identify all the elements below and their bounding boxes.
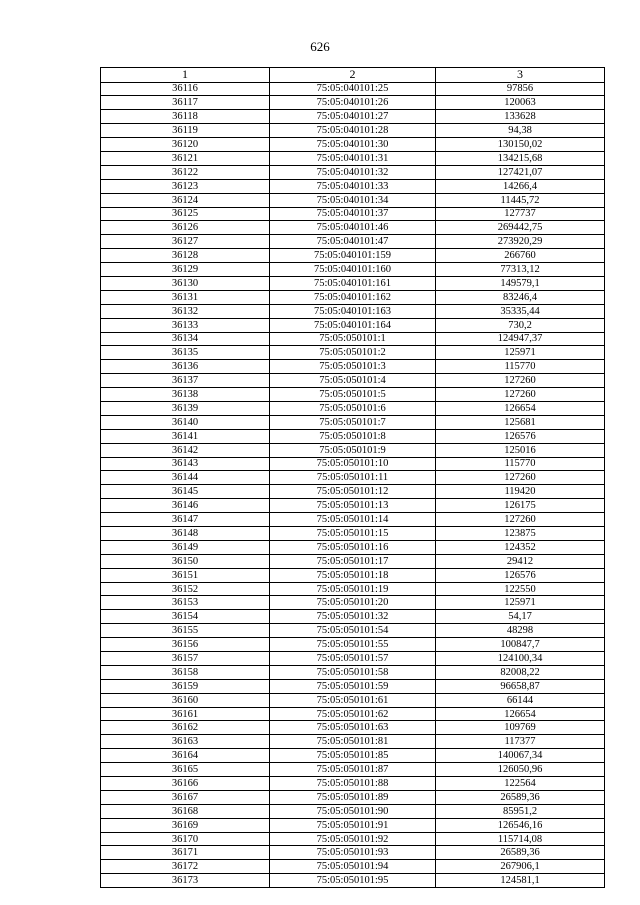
row-number-cell: 36161: [101, 707, 270, 721]
cadastral-number-cell: 75:05:040101:161: [270, 276, 436, 290]
cadastral-number-cell: 75:05:050101:87: [270, 763, 436, 777]
cadastral-number-cell: 75:05:050101:85: [270, 749, 436, 763]
table-row: [101, 374, 605, 388]
cadastral-number-cell: 75:05:050101:13: [270, 499, 436, 513]
table-row: [101, 485, 605, 499]
cadastral-number-cell: 75:05:050101:14: [270, 513, 436, 527]
table-row: [101, 707, 605, 721]
page-number: 626: [310, 39, 330, 54]
cadastral-number-cell: 75:05:040101:28: [270, 124, 436, 138]
row-number-cell: 36167: [101, 790, 270, 804]
table-row: [101, 346, 605, 360]
value-cell: 77313,12: [436, 263, 605, 277]
cadastral-number-cell: 75:05:040101:31: [270, 151, 436, 165]
cadastral-number-cell: 75:05:050101:5: [270, 388, 436, 402]
value-cell: 127260: [436, 388, 605, 402]
value-cell: 122564: [436, 777, 605, 791]
cadastral-number-cell: 75:05:040101:25: [270, 82, 436, 96]
cadastral-number-cell: 75:05:040101:47: [270, 235, 436, 249]
table-row: [101, 596, 605, 610]
value-cell: 125971: [436, 346, 605, 360]
table-row: [101, 151, 605, 165]
row-number-cell: 36117: [101, 96, 270, 110]
table-row: [101, 499, 605, 513]
cadastral-number-cell: 75:05:040101:33: [270, 179, 436, 193]
row-number-cell: 36134: [101, 332, 270, 346]
cadastral-number-cell: 75:05:040101:164: [270, 318, 436, 332]
row-number-cell: 36159: [101, 679, 270, 693]
table-row: [101, 429, 605, 443]
table-row: [101, 165, 605, 179]
value-cell: 126654: [436, 401, 605, 415]
row-number-cell: 36135: [101, 346, 270, 360]
table-row: [101, 235, 605, 249]
value-cell: 35335,44: [436, 304, 605, 318]
value-cell: 127421,07: [436, 165, 605, 179]
row-number-cell: 36156: [101, 638, 270, 652]
table-row: [101, 221, 605, 235]
table-row: [101, 693, 605, 707]
row-number-cell: 36146: [101, 499, 270, 513]
table-row: [101, 304, 605, 318]
table-row: [101, 332, 605, 346]
table-row: [101, 263, 605, 277]
cadastral-number-cell: 75:05:040101:163: [270, 304, 436, 318]
cadastral-number-cell: 75:05:050101:94: [270, 860, 436, 874]
value-cell: 109769: [436, 721, 605, 735]
cadastral-number-cell: 75:05:040101:27: [270, 110, 436, 124]
value-cell: 14266,4: [436, 179, 605, 193]
value-cell: 117377: [436, 735, 605, 749]
row-number-cell: 36125: [101, 207, 270, 221]
cadastral-number-cell: 75:05:050101:32: [270, 610, 436, 624]
cadastral-number-cell: 75:05:050101:17: [270, 554, 436, 568]
row-number-cell: 36138: [101, 388, 270, 402]
value-cell: 127260: [436, 471, 605, 485]
row-number-cell: 36133: [101, 318, 270, 332]
column-header-2: 2: [270, 68, 436, 83]
row-number-cell: 36140: [101, 415, 270, 429]
value-cell: 97856: [436, 82, 605, 96]
cadastral-number-cell: 75:05:050101:57: [270, 652, 436, 666]
cadastral-number-cell: 75:05:050101:95: [270, 874, 436, 888]
value-cell: 124581,1: [436, 874, 605, 888]
row-number-cell: 36126: [101, 221, 270, 235]
value-cell: 134215,68: [436, 151, 605, 165]
value-cell: 127737: [436, 207, 605, 221]
table-row: [101, 652, 605, 666]
cadastral-number-cell: 75:05:050101:93: [270, 846, 436, 860]
row-number-cell: 36142: [101, 443, 270, 457]
row-number-cell: 36143: [101, 457, 270, 471]
value-cell: 48298: [436, 624, 605, 638]
row-number-cell: 36150: [101, 554, 270, 568]
value-cell: 85951,2: [436, 804, 605, 818]
header-row: [101, 68, 605, 83]
row-number-cell: 36164: [101, 749, 270, 763]
table-row: [101, 207, 605, 221]
row-number-cell: 36160: [101, 693, 270, 707]
row-number-cell: 36119: [101, 124, 270, 138]
cadastral-number-cell: 75:05:050101:63: [270, 721, 436, 735]
row-number-cell: 36147: [101, 513, 270, 527]
table-row: [101, 846, 605, 860]
row-number-cell: 36122: [101, 165, 270, 179]
cadastral-number-cell: 75:05:050101:58: [270, 665, 436, 679]
value-cell: 96658,87: [436, 679, 605, 693]
row-number-cell: 36149: [101, 540, 270, 554]
cadastral-number-cell: 75:05:040101:160: [270, 263, 436, 277]
row-number-cell: 36144: [101, 471, 270, 485]
table-row: [101, 276, 605, 290]
value-cell: 115770: [436, 360, 605, 374]
column-header-3: 3: [436, 68, 605, 83]
value-cell: 125016: [436, 443, 605, 457]
table-row: [101, 665, 605, 679]
table-row: [101, 721, 605, 735]
cadastral-number-cell: 75:05:050101:61: [270, 693, 436, 707]
cadastral-number-cell: 75:05:050101:54: [270, 624, 436, 638]
cadastral-number-cell: 75:05:050101:92: [270, 832, 436, 846]
value-cell: 125971: [436, 596, 605, 610]
table-row: [101, 818, 605, 832]
cadastral-number-cell: 75:05:050101:11: [270, 471, 436, 485]
table-row: [101, 624, 605, 638]
row-number-cell: 36169: [101, 818, 270, 832]
value-cell: 130150,02: [436, 138, 605, 152]
row-number-cell: 36171: [101, 846, 270, 860]
cadastral-number-cell: 75:05:050101:8: [270, 429, 436, 443]
cadastral-number-cell: 75:05:040101:32: [270, 165, 436, 179]
cadastral-number-cell: 75:05:050101:88: [270, 777, 436, 791]
cadastral-number-cell: 75:05:050101:20: [270, 596, 436, 610]
table-row: [101, 96, 605, 110]
cadastral-number-cell: 75:05:040101:159: [270, 249, 436, 263]
cadastral-number-cell: 75:05:050101:10: [270, 457, 436, 471]
table-row: [101, 290, 605, 304]
table-row: [101, 860, 605, 874]
table-row: [101, 679, 605, 693]
value-cell: 126654: [436, 707, 605, 721]
value-cell: 115770: [436, 457, 605, 471]
row-number-cell: 36157: [101, 652, 270, 666]
table-body: [101, 82, 605, 888]
table-row: [101, 749, 605, 763]
value-cell: 83246,4: [436, 290, 605, 304]
cadastral-number-cell: 75:05:050101:6: [270, 401, 436, 415]
value-cell: 133628: [436, 110, 605, 124]
value-cell: 123875: [436, 527, 605, 541]
table-row: [101, 124, 605, 138]
cadastral-number-cell: 75:05:050101:81: [270, 735, 436, 749]
value-cell: 119420: [436, 485, 605, 499]
value-cell: 266760: [436, 249, 605, 263]
cadastral-number-cell: 75:05:050101:3: [270, 360, 436, 374]
value-cell: 26589,36: [436, 790, 605, 804]
table-row: [101, 540, 605, 554]
row-number-cell: 36129: [101, 263, 270, 277]
value-cell: 126546,16: [436, 818, 605, 832]
cadastral-number-cell: 75:05:050101:2: [270, 346, 436, 360]
table-row: [101, 554, 605, 568]
table-row: [101, 457, 605, 471]
row-number-cell: 36141: [101, 429, 270, 443]
table-row: [101, 415, 605, 429]
cadastral-number-cell: 75:05:050101:12: [270, 485, 436, 499]
value-cell: 54,17: [436, 610, 605, 624]
table-row: [101, 832, 605, 846]
value-cell: 125681: [436, 415, 605, 429]
row-number-cell: 36158: [101, 665, 270, 679]
row-number-cell: 36166: [101, 777, 270, 791]
value-cell: 140067,34: [436, 749, 605, 763]
cadastral-number-cell: 75:05:050101:59: [270, 679, 436, 693]
column-header-1: 1: [101, 68, 270, 83]
table-row: [101, 568, 605, 582]
cadastral-number-cell: 75:05:050101:62: [270, 707, 436, 721]
table-row: [101, 360, 605, 374]
cadastral-number-cell: 75:05:050101:90: [270, 804, 436, 818]
value-cell: 127260: [436, 374, 605, 388]
value-cell: 269442,75: [436, 221, 605, 235]
row-number-cell: 36162: [101, 721, 270, 735]
row-number-cell: 36152: [101, 582, 270, 596]
table-row: [101, 471, 605, 485]
table-row: [101, 443, 605, 457]
table-row: [101, 110, 605, 124]
cadastral-number-cell: 75:05:050101:18: [270, 568, 436, 582]
row-number-cell: 36132: [101, 304, 270, 318]
value-cell: 124100,34: [436, 652, 605, 666]
table-row: [101, 777, 605, 791]
cadastral-number-cell: 75:05:050101:1: [270, 332, 436, 346]
data-table: [100, 67, 605, 888]
value-cell: 126576: [436, 568, 605, 582]
row-number-cell: 36127: [101, 235, 270, 249]
table-row: [101, 179, 605, 193]
row-number-cell: 36155: [101, 624, 270, 638]
value-cell: 94,38: [436, 124, 605, 138]
table-row: [101, 638, 605, 652]
row-number-cell: 36124: [101, 193, 270, 207]
value-cell: 115714,08: [436, 832, 605, 846]
table-row: [101, 82, 605, 96]
row-number-cell: 36148: [101, 527, 270, 541]
row-number-cell: 36154: [101, 610, 270, 624]
value-cell: 120063: [436, 96, 605, 110]
row-number-cell: 36123: [101, 179, 270, 193]
value-cell: 149579,1: [436, 276, 605, 290]
row-number-cell: 36165: [101, 763, 270, 777]
table-header: [101, 68, 605, 83]
row-number-cell: 36120: [101, 138, 270, 152]
row-number-cell: 36131: [101, 290, 270, 304]
cadastral-number-cell: 75:05:040101:34: [270, 193, 436, 207]
cadastral-number-cell: 75:05:050101:55: [270, 638, 436, 652]
row-number-cell: 36121: [101, 151, 270, 165]
row-number-cell: 36163: [101, 735, 270, 749]
cadastral-number-cell: 75:05:050101:16: [270, 540, 436, 554]
table-row: [101, 804, 605, 818]
value-cell: 11445,72: [436, 193, 605, 207]
row-number-cell: 36137: [101, 374, 270, 388]
cadastral-number-cell: 75:05:040101:26: [270, 96, 436, 110]
table-row: [101, 763, 605, 777]
row-number-cell: 36151: [101, 568, 270, 582]
row-number-cell: 36116: [101, 82, 270, 96]
value-cell: 126175: [436, 499, 605, 513]
value-cell: 126050,96: [436, 763, 605, 777]
value-cell: 66144: [436, 693, 605, 707]
row-number-cell: 36168: [101, 804, 270, 818]
table-row: [101, 527, 605, 541]
row-number-cell: 36128: [101, 249, 270, 263]
table-row: [101, 249, 605, 263]
cadastral-number-cell: 75:05:040101:162: [270, 290, 436, 304]
table-row: [101, 790, 605, 804]
value-cell: 26589,36: [436, 846, 605, 860]
cadastral-number-cell: 75:05:050101:9: [270, 443, 436, 457]
table-row: [101, 193, 605, 207]
table-row: [101, 582, 605, 596]
value-cell: 124947,37: [436, 332, 605, 346]
row-number-cell: 36170: [101, 832, 270, 846]
value-cell: 29412: [436, 554, 605, 568]
table-row: [101, 388, 605, 402]
value-cell: 124352: [436, 540, 605, 554]
row-number-cell: 36139: [101, 401, 270, 415]
row-number-cell: 36173: [101, 874, 270, 888]
cadastral-number-cell: 75:05:050101:89: [270, 790, 436, 804]
value-cell: 730,2: [436, 318, 605, 332]
row-number-cell: 36172: [101, 860, 270, 874]
row-number-cell: 36136: [101, 360, 270, 374]
cadastral-number-cell: 75:05:040101:46: [270, 221, 436, 235]
row-number-cell: 36153: [101, 596, 270, 610]
row-number-cell: 36130: [101, 276, 270, 290]
table-row: [101, 874, 605, 888]
value-cell: 82008,22: [436, 665, 605, 679]
row-number-cell: 36118: [101, 110, 270, 124]
value-cell: 100847,7: [436, 638, 605, 652]
cadastral-number-cell: 75:05:050101:91: [270, 818, 436, 832]
value-cell: 126576: [436, 429, 605, 443]
cadastral-number-cell: 75:05:050101:15: [270, 527, 436, 541]
table-row: [101, 735, 605, 749]
table-row: [101, 513, 605, 527]
cadastral-number-cell: 75:05:050101:7: [270, 415, 436, 429]
cadastral-number-cell: 75:05:040101:30: [270, 138, 436, 152]
value-cell: 122550: [436, 582, 605, 596]
value-cell: 273920,29: [436, 235, 605, 249]
row-number-cell: 36145: [101, 485, 270, 499]
value-cell: 127260: [436, 513, 605, 527]
table-row: [101, 401, 605, 415]
value-cell: 267906,1: [436, 860, 605, 874]
cadastral-number-cell: 75:05:050101:4: [270, 374, 436, 388]
cadastral-number-cell: 75:05:040101:37: [270, 207, 436, 221]
table-row: [101, 138, 605, 152]
cadastral-number-cell: 75:05:050101:19: [270, 582, 436, 596]
table-row: [101, 610, 605, 624]
table-row: [101, 318, 605, 332]
